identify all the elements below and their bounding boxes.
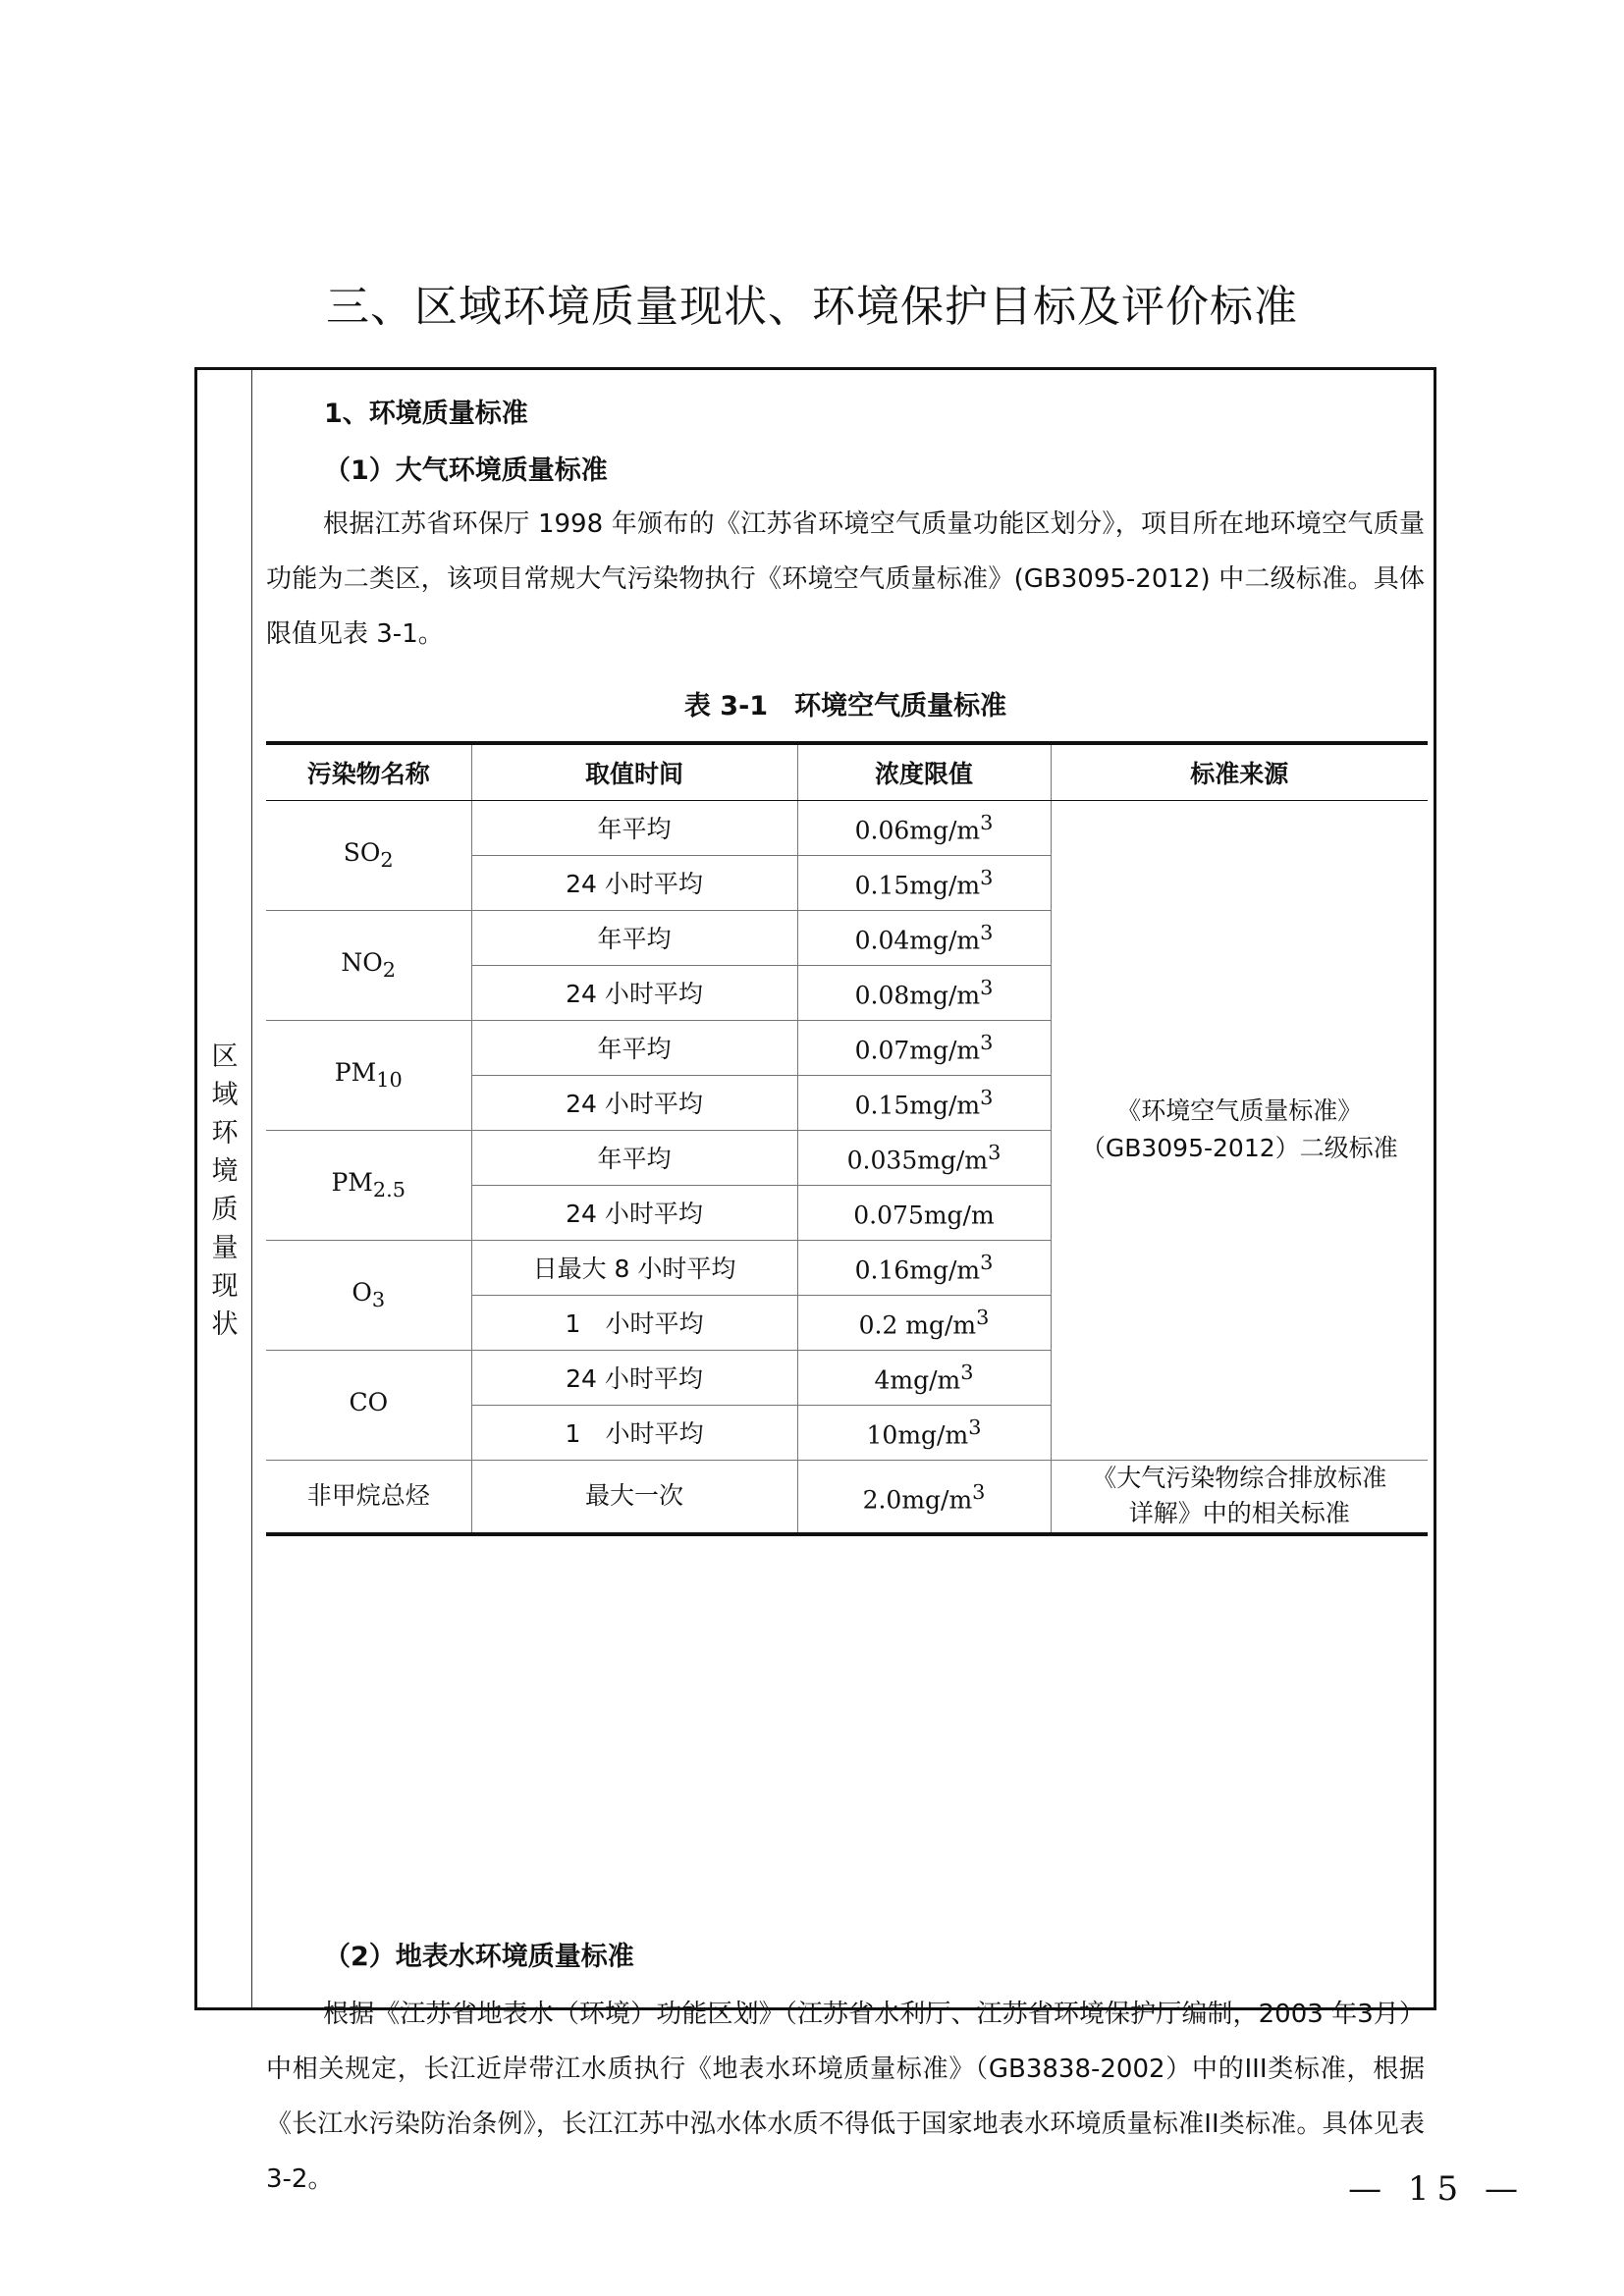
time-cell: 24 小时平均 bbox=[471, 1185, 797, 1240]
air-quality-table bbox=[266, 741, 1428, 1536]
pollutant-cell: $O_3$ bbox=[266, 1240, 471, 1350]
time-cell: 年平均 bbox=[471, 1130, 797, 1185]
source-cell: 《大气污染物综合排放标准 详解》中的相关标准 bbox=[1051, 1460, 1428, 1534]
side-char: 量 bbox=[211, 1233, 239, 1263]
limit-cell: $0.15mg/m^3$ bbox=[797, 855, 1051, 910]
table-header-row bbox=[266, 743, 1428, 800]
limit-cell: $0.04mg/m^3$ bbox=[797, 910, 1051, 965]
side-char: 域 bbox=[211, 1080, 239, 1110]
limit-cell: $2.0mg/m^3$ bbox=[797, 1460, 1051, 1534]
side-char: 境 bbox=[211, 1156, 239, 1187]
time-cell: 年平均 bbox=[471, 910, 797, 965]
pollutant-cell: $SO_2$ bbox=[266, 800, 471, 910]
content-area bbox=[252, 370, 1434, 2194]
limit-cell: $10mg/m^3$ bbox=[797, 1405, 1051, 1460]
time-cell: 最大一次 bbox=[471, 1460, 797, 1534]
section-heading-water: （2）地表水环境质量标准 bbox=[324, 1942, 634, 1972]
limit-cell: 0.075mg/m bbox=[797, 1185, 1051, 1240]
time-cell: 年平均 bbox=[471, 1020, 797, 1075]
side-column bbox=[197, 370, 252, 2007]
section-heading-air: （1）大气环境质量标准 bbox=[324, 455, 608, 486]
time-cell: 1 小时平均 bbox=[471, 1295, 797, 1350]
header-limit: 浓度限值 bbox=[797, 743, 1051, 800]
limit-cell: $0.08mg/m^3$ bbox=[797, 965, 1051, 1020]
header-time: 取值时间 bbox=[471, 743, 797, 800]
side-char: 状 bbox=[211, 1309, 239, 1340]
time-cell: 24 小时平均 bbox=[471, 855, 797, 910]
header-source: 标准来源 bbox=[1051, 743, 1428, 800]
side-char: 环 bbox=[211, 1118, 239, 1148]
pollutant-cell: $PM_{2.5}$ bbox=[266, 1130, 471, 1240]
pollutant-cell: CO bbox=[266, 1350, 471, 1460]
table-caption: 表 3-1 环境空气质量标准 bbox=[683, 691, 1007, 721]
side-char: 区 bbox=[211, 1041, 239, 1072]
water-paragraph: 根据《江苏省地表水（环境）功能区划》（江苏省水利厅、江苏省环境保护厅编制，2003 年3月）中相关规定，长江近岸带江水质执行《地表水环境质量标准》（GB3838-2002）中的III类标准，根据《长江水污染防治条例》，长江江苏中泓水体水质不得低于国家地表水环境质量标准II类标准。具体见表3-2。 bbox=[266, 2000, 1425, 2194]
page-title: 三、区域环境质量现状、环境保护目标及评价标准 bbox=[326, 282, 1298, 332]
time-cell: 24 小时平均 bbox=[471, 1350, 797, 1405]
table-row bbox=[266, 800, 1428, 855]
source-cell: 《环境空气质量标准》 （GB3095-2012）二级标准 bbox=[1051, 800, 1428, 1460]
pollutant-cell: $PM_{10}$ bbox=[266, 1020, 471, 1130]
limit-cell: $0.15mg/m^3$ bbox=[797, 1075, 1051, 1130]
limit-cell: 0.2 $mg/m^3$ bbox=[797, 1295, 1051, 1350]
time-cell: 1 小时平均 bbox=[471, 1405, 797, 1460]
side-char: 现 bbox=[211, 1271, 239, 1302]
pollutant-cell: 非甲烷总烃 bbox=[266, 1460, 471, 1534]
content-frame bbox=[194, 367, 1436, 2194]
side-char: 质 bbox=[211, 1195, 239, 1225]
pollutant-cell: $NO_2$ bbox=[266, 910, 471, 1020]
header-pollutant: 污染物名称 bbox=[266, 743, 471, 800]
limit-cell: $0.06mg/m^3$ bbox=[797, 800, 1051, 855]
limit-cell: $4mg/m^3$ bbox=[797, 1350, 1051, 1405]
section-heading-1: 1、环境质量标准 bbox=[324, 399, 528, 429]
table-row bbox=[266, 1460, 1428, 1534]
air-paragraph: 根据江苏省环保厅 1998 年颁布的《江苏省环境空气质量功能区划分》，项目所在地环境空气质量功能为二类区，该项目常规大气污染物执行《环境空气质量标准》(GB3095-2012) 中二级标准。具体限值见表 3-1。 bbox=[266, 509, 1425, 649]
time-cell: 24 小时平均 bbox=[471, 1075, 797, 1130]
time-cell: 日最大 8 小时平均 bbox=[471, 1240, 797, 1295]
time-cell: 年平均 bbox=[471, 800, 797, 855]
side-label bbox=[197, 1038, 252, 1344]
page-number: — 15 — bbox=[1348, 2169, 1526, 2209]
limit-cell: $0.07mg/m^3$ bbox=[797, 1020, 1051, 1075]
limit-cell: $0.035mg/m^3$ bbox=[797, 1130, 1051, 1185]
limit-cell: $0.16mg/m^3$ bbox=[797, 1240, 1051, 1295]
time-cell: 24 小时平均 bbox=[471, 965, 797, 1020]
